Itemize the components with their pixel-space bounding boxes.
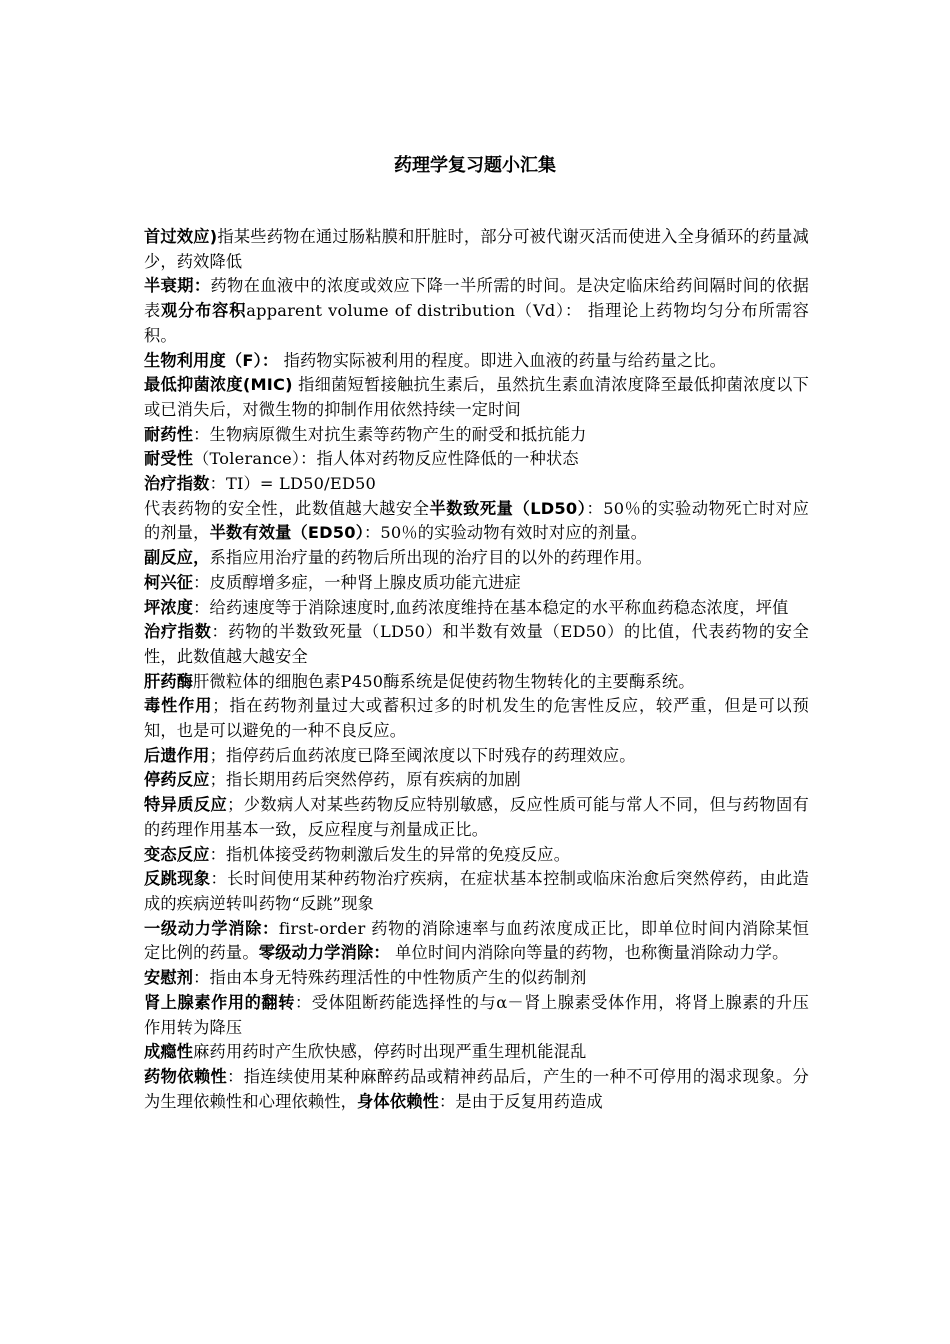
definition-text: ：指机体接受药物刺激后发生的异常的免疫反应。 [209, 844, 571, 864]
definition-paragraph [144, 670, 809, 695]
definition-paragraph [144, 349, 809, 374]
term-label: 耐受性 [144, 449, 194, 469]
definition-paragraph [144, 571, 809, 596]
definition-text: ：50％的实验动物死亡时对应的剂量， [144, 498, 809, 543]
term-label: 治疗指数 [144, 474, 210, 494]
definition-text: ：TI）= LD50/ED50 [209, 474, 377, 494]
term-label: 柯兴征 [144, 572, 194, 592]
definition-text: 指药物实际被利用的程度。即进入血液的药量与给药量之比。 [278, 350, 727, 370]
definition-paragraph [144, 991, 809, 1040]
term-label: 安慰剂 [144, 968, 194, 988]
definition-text: ：是由于反复用药造成 [438, 1091, 603, 1111]
definition-text: ：50％的实验动物有效时对应的剂量。 [364, 523, 648, 543]
term-label: 变态反应 [144, 844, 210, 864]
term-label: 耐药性 [144, 424, 194, 444]
term-label: 半衰期： [144, 276, 211, 296]
definition-paragraph [144, 1040, 809, 1065]
definition-text: ：生物病原微生对抗生素等药物产生的耐受和抵抗能力 [193, 424, 587, 444]
term-label: 生物利用度（F）： [144, 350, 279, 370]
term-label: 治疗指数 [144, 622, 212, 642]
term-label: 药物依赖性 [144, 1066, 228, 1086]
definition-paragraph [144, 447, 809, 472]
definition-text: ：皮质醇增多症，一种肾上腺皮质功能亢进症 [193, 572, 521, 592]
definition-paragraph [144, 472, 809, 497]
definition-paragraph [144, 793, 809, 842]
definition-paragraph [144, 274, 809, 348]
term-label: 半数有效量（ED50） [209, 523, 364, 543]
definition-text: 指细菌短暂接触抗生素后，虽然抗生素血清浓度降至最低抑菌浓度以下或已消失后，对微生物的抑制作用依然持续一定时间 [144, 375, 809, 419]
definition-text: （Tolerance）：指人体对药物反应性降低的一种状态 [193, 449, 579, 469]
definition-paragraph [144, 1065, 809, 1114]
definition-paragraph [144, 966, 809, 991]
definition-text: ；指在药物剂量过大或蓄积过多的时机发生的危害性反应，较严重，但是可以预知，也是可以避免的一种不良反应。 [144, 696, 809, 741]
term-label: 半数致死量（LD50） [429, 498, 587, 518]
definition-text: ：长时间使用某种药物治疗疾病，在症状基本控制或临床治愈后突然停药，由此造成的疾病逆转叫药物“反跳”现象 [144, 869, 809, 913]
definition-text: apparent volume of distribution（Vd）： 指理论上药物均匀分布所需容积。 [144, 301, 809, 345]
definition-paragraph [144, 768, 809, 793]
term-label: 成瘾性 [144, 1042, 194, 1062]
definition-text: first-order 药物的消除速率与血药浓度成正比，即单位时间内消除某恒定比例的药量。 [144, 918, 809, 963]
term-label: 特异质反应 [144, 795, 228, 815]
definition-paragraph [144, 546, 809, 571]
definition-paragraph [144, 596, 809, 621]
term-label: 停药反应 [144, 770, 210, 790]
definition-text: ：药物的半数致死量（LD50）和半数有效量（ED50）的比值，代表药物的安全性，此数值越大越安全 [144, 622, 809, 666]
term-label: 身体依赖性 [357, 1091, 439, 1111]
definition-text: 代表药物的安全性，此数值越大越安全 [144, 498, 430, 518]
definition-text: ；指停药后血药浓度已降至阈浓度以下时残存的药理效应。 [209, 745, 636, 765]
definition-text: ；少数病人对某些药物反应特别敏感，反应性质可能与常人不同，但与药物固有的药理作用基本一致，反应程度与剂量成正比。 [144, 795, 809, 839]
document-body [144, 225, 809, 1114]
term-label: 毒性作用 [144, 696, 213, 716]
term-label: 一级动力学消除： [144, 918, 279, 938]
definition-text: ；指长期用药后突然停药，原有疾病的加剧 [209, 770, 521, 790]
term-label: 观分布容积 [161, 301, 247, 321]
definition-paragraph [144, 694, 809, 743]
definition-paragraph [144, 497, 809, 546]
definition-text: 单位时间内消除向等量的药物，也称衡量消除动力学。 [389, 943, 789, 963]
term-label: 肝药酶 [144, 671, 194, 691]
term-label: 坪浓度 [144, 597, 194, 617]
term-label: 首过效应) [144, 227, 218, 246]
document-title: 药理学复习题小汇集 [394, 155, 556, 176]
definition-paragraph [144, 620, 809, 669]
definition-paragraph [144, 423, 809, 448]
definition-text: 指某些药物在通过肠粘膜和肝脏时，部分可被代谢灭活而使进入全身循环的药量减少，药效降低 [144, 227, 809, 271]
definition-text: ：指由本身无特殊药理活性的中性物质产生的似药制剂 [193, 968, 587, 988]
term-label: 反跳现象 [144, 869, 211, 889]
term-label: 副反应， [144, 548, 210, 568]
definition-text: ：受体阻断药能选择性的与α－肾上腺素受体作用，将肾上腺素的升压作用转为降压 [144, 992, 809, 1037]
definition-text: 麻药用药时产生欣快感，停药时出现严重生理机能混乱 [193, 1042, 587, 1062]
definition-paragraph [144, 373, 809, 422]
definition-paragraph [144, 917, 809, 966]
definition-text: 系指应用治疗量的药物后所出现的治疗目的以外的药理作用。 [209, 548, 653, 568]
definition-text: 药物在血液中的浓度或效应下降一半所需的时间。是决定临床给药间隔时间的依据表 [144, 276, 809, 321]
definition-text: ：给药速度等于消除速度时,血药浓度维持在基本稳定的水平称血药稳态浓度，坪值 [193, 597, 789, 617]
definition-text: ：指连续使用某种麻醉药品或精神药品后，产生的一种不可停用的渴求现象。分为生理依赖性和心理依赖性， [144, 1066, 809, 1111]
definition-text: 肝微粒体的细胞色素P450酶系统是促使药物生物转化的主要酶系统。 [193, 671, 695, 691]
definition-paragraph [144, 867, 809, 916]
term-label: 肾上腺素作用的翻转 [144, 992, 295, 1012]
term-label: 零级动力学消除： [258, 943, 390, 963]
term-label: 最低抑菌浓度(MIC) [144, 375, 293, 395]
definition-paragraph [144, 225, 809, 274]
definition-paragraph [144, 843, 809, 868]
term-label: 后遗作用 [144, 745, 210, 765]
definition-paragraph [144, 744, 809, 769]
